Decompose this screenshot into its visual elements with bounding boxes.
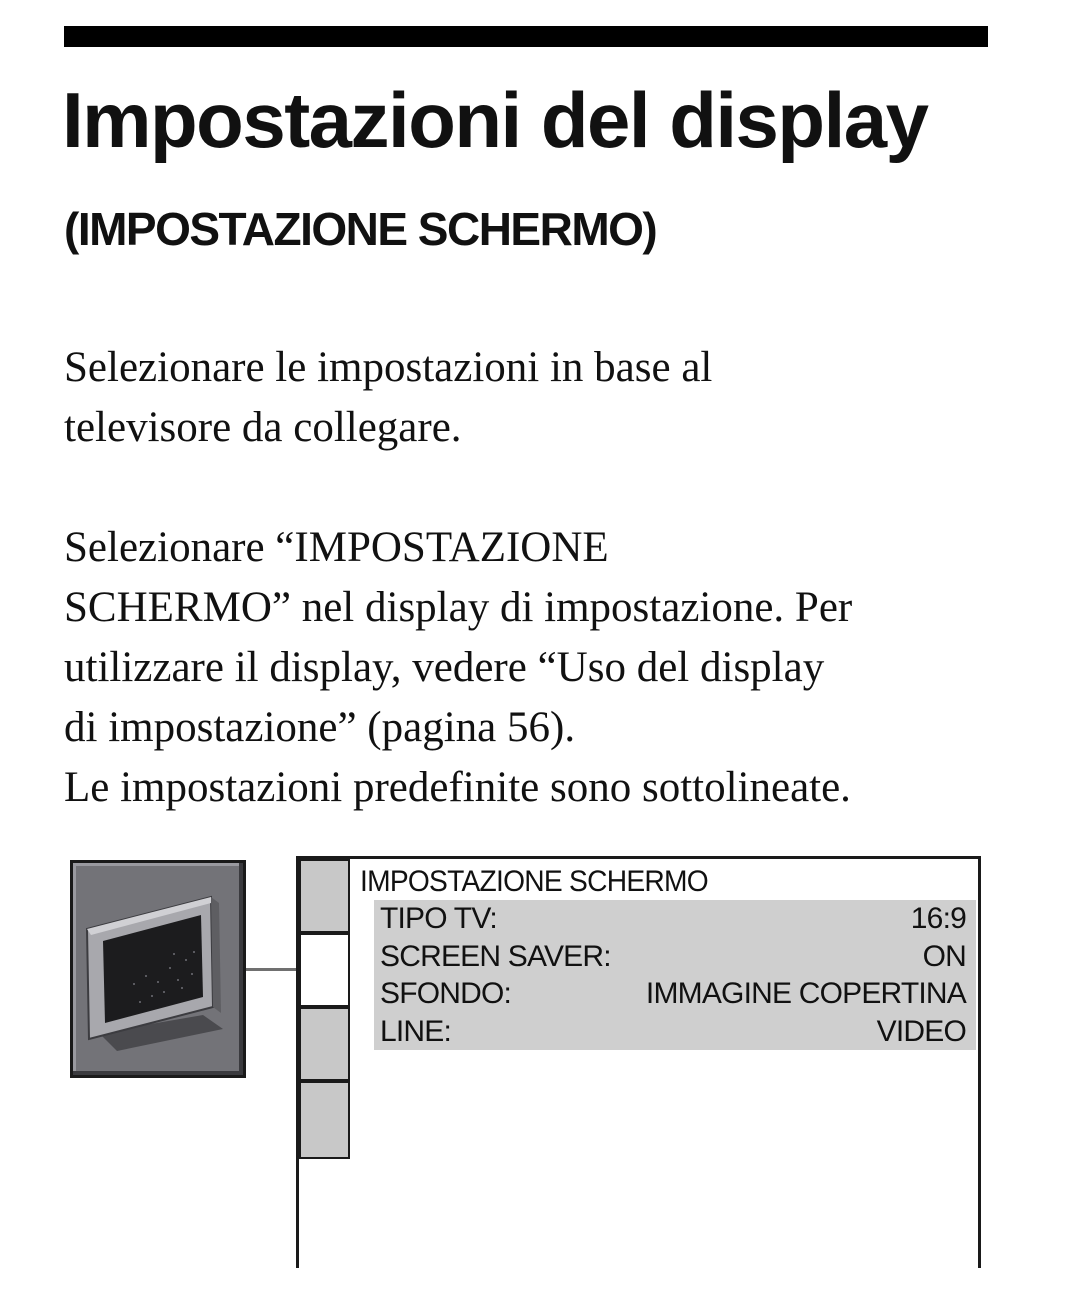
connector-dot	[314, 962, 329, 977]
menu-item-list	[374, 900, 976, 1050]
menu-item-label: TIPO TV:	[380, 902, 497, 935]
menu-item-line[interactable]	[374, 1013, 976, 1051]
menu-item-value: IMMAGINE COPERTINA	[645, 977, 966, 1010]
menu-item-label: SCREEN SAVER:	[380, 939, 611, 973]
menu-item-sfondo[interactable]	[374, 975, 976, 1013]
connector-line	[246, 968, 322, 971]
menu-item-label: LINE:	[380, 1014, 452, 1048]
paragraph-line: Selezionare le impostazioni in base al	[64, 344, 713, 391]
menu-item-label: SFONDO:	[380, 977, 512, 1010]
paragraph-line: Le impostazioni predefinite sono sottolineate.	[64, 764, 851, 811]
menu-title: IMPOSTAZIONE SCHERMO	[360, 865, 708, 898]
menu-item-value: VIDEO	[876, 1014, 966, 1048]
menu-item-tipo-tv[interactable]	[374, 900, 976, 938]
page-title: Impostazioni del display	[62, 76, 928, 164]
page-subtitle: (IMPOSTAZIONE SCHERMO)	[64, 203, 657, 255]
menu-item-value: ON	[922, 939, 966, 973]
paragraph-line: di impostazione” (pagina 56).	[64, 704, 576, 751]
menu-item-screen-saver[interactable]	[374, 938, 976, 976]
instruction-paragraph	[64, 518, 852, 818]
paragraph-line: utilizzare il display, vedere “Uso del display	[64, 644, 825, 691]
top-rule	[64, 26, 988, 47]
paragraph-line: SCHERMO” nel display di impostazione. Per	[64, 584, 853, 631]
paragraph-line: televisore da collegare.	[64, 404, 462, 451]
menu-tab-active[interactable]	[299, 933, 350, 1007]
menu-tab[interactable]	[299, 1081, 350, 1159]
paragraph-line: Selezionare “IMPOSTAZIONE	[64, 524, 609, 571]
menu-tab[interactable]	[299, 859, 350, 933]
menu-tab[interactable]	[299, 1007, 350, 1081]
tv-screen-icon	[70, 860, 246, 1078]
intro-paragraph	[64, 338, 712, 458]
menu-frame	[296, 856, 981, 1268]
menu-item-value: 16:9	[910, 902, 966, 935]
